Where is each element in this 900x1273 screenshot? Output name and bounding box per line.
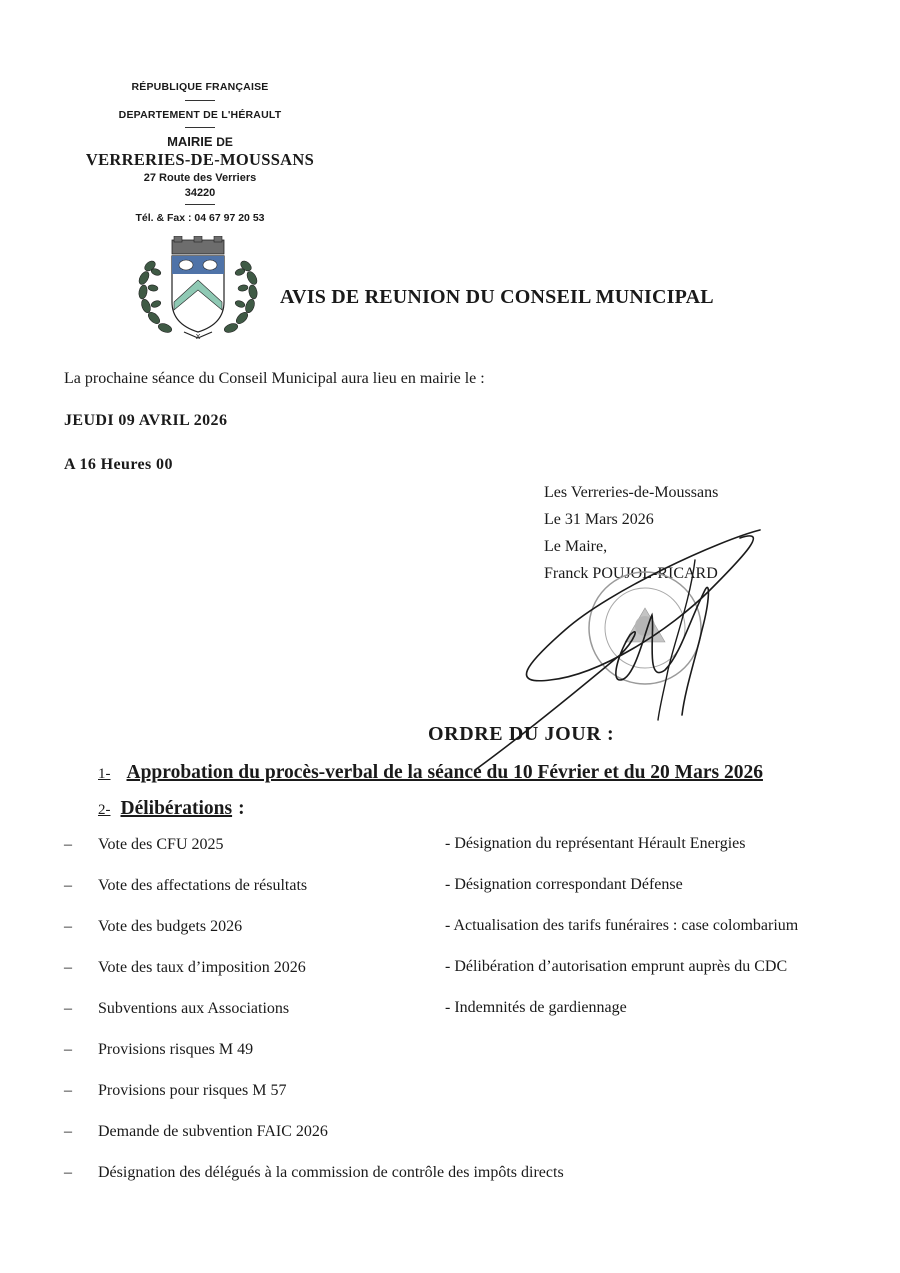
bullet-dash: – [64,1082,72,1099]
letterhead-divider [185,204,215,205]
agenda-item-2 [98,798,245,820]
signature-role: Le Maire, [544,538,608,555]
bullet-dash: – [64,1041,72,1058]
meeting-time: A 16 Heures 00 [64,456,173,473]
letterhead-departement: DEPARTEMENT DE L'HÉRAULT [118,109,282,121]
deliberations-right-list [445,835,798,1040]
letterhead-mairie-label: MAIRIE [167,134,213,149]
agenda-item-1 [98,762,763,784]
signature-place: Les Verreries-de-Moussans [544,484,719,501]
list-item: - Délibération d’autorisation emprunt auprès du CDC [445,958,788,975]
coat-of-arms-icon [134,236,262,342]
page-title: AVIS DE REUNION DU CONSEIL MUNICIPAL [280,286,714,308]
letterhead-telephone: Tél. & Fax : 04 67 97 20 53 [135,212,265,224]
agenda-item-number: 2- [98,802,111,818]
deliberation-text: Provisions risques M 49 [98,1041,254,1058]
meeting-date: JEUDI 09 AVRIL 2026 [64,412,228,429]
deliberation-text: Vote des CFU 2025 [98,836,224,853]
letterhead-divider [185,127,215,128]
list-item: - Désignation du représentant Hérault Energies [445,835,746,852]
letterhead-address: 27 Route des Verriers [143,172,257,184]
agenda-item-text: Délibérations [120,798,233,819]
agenda-item-colon: : [238,798,245,819]
deliberation-text: Vote des affectations de résultats [98,877,308,894]
bullet-dash: – [64,1000,72,1017]
bullet-dash: – [64,836,72,853]
signature-name: Franck POUJOL-RICARD [544,565,718,582]
letterhead-divider [185,100,215,101]
letterhead-republique: RÉPUBLIQUE FRANÇAISE [131,81,269,93]
deliberation-text: Subventions aux Associations [98,1000,290,1017]
bullet-dash: – [64,1164,72,1181]
svg-text:X: X [195,333,201,341]
intro-text: La prochaine séance du Conseil Municipal aura lieu en mairie le : [64,370,485,387]
deliberation-text: Vote des taux d’imposition 2026 [98,959,306,976]
letterhead-mairie [85,134,315,149]
deliberation-text: Demande de subvention FAIC 2026 [98,1123,328,1140]
agenda-heading: ORDRE DU JOUR : [428,723,615,745]
deliberation-text: Provisions pour risques M 57 [98,1082,287,1099]
letterhead-postal-code: 34220 [184,187,216,199]
signature-date: Le 31 Mars 2026 [544,511,654,528]
deliberation-text: Désignation des délégués à la commission de contrôle des impôts directs [98,1164,564,1181]
bullet-dash: – [64,959,72,976]
letterhead-mairie-de: DE [216,135,233,149]
bullet-dash: – [64,918,72,935]
agenda-item-text: Approbation du procès-verbal de la séance du 10 Février et du 20 Mars 2026 [126,762,763,783]
bullet-dash: – [64,877,72,894]
list-item: - Actualisation des tarifs funéraires : case colombarium [445,917,799,934]
letterhead-commune: VERRERIES-DE-MOUSSANS [85,150,315,169]
agenda-item-number: 1- [98,766,111,782]
bullet-dash: – [64,1123,72,1140]
list-item: - Indemnités de gardiennage [445,999,627,1016]
list-item: - Désignation correspondant Défense [445,876,683,893]
deliberation-text: Vote des budgets 2026 [98,918,243,935]
